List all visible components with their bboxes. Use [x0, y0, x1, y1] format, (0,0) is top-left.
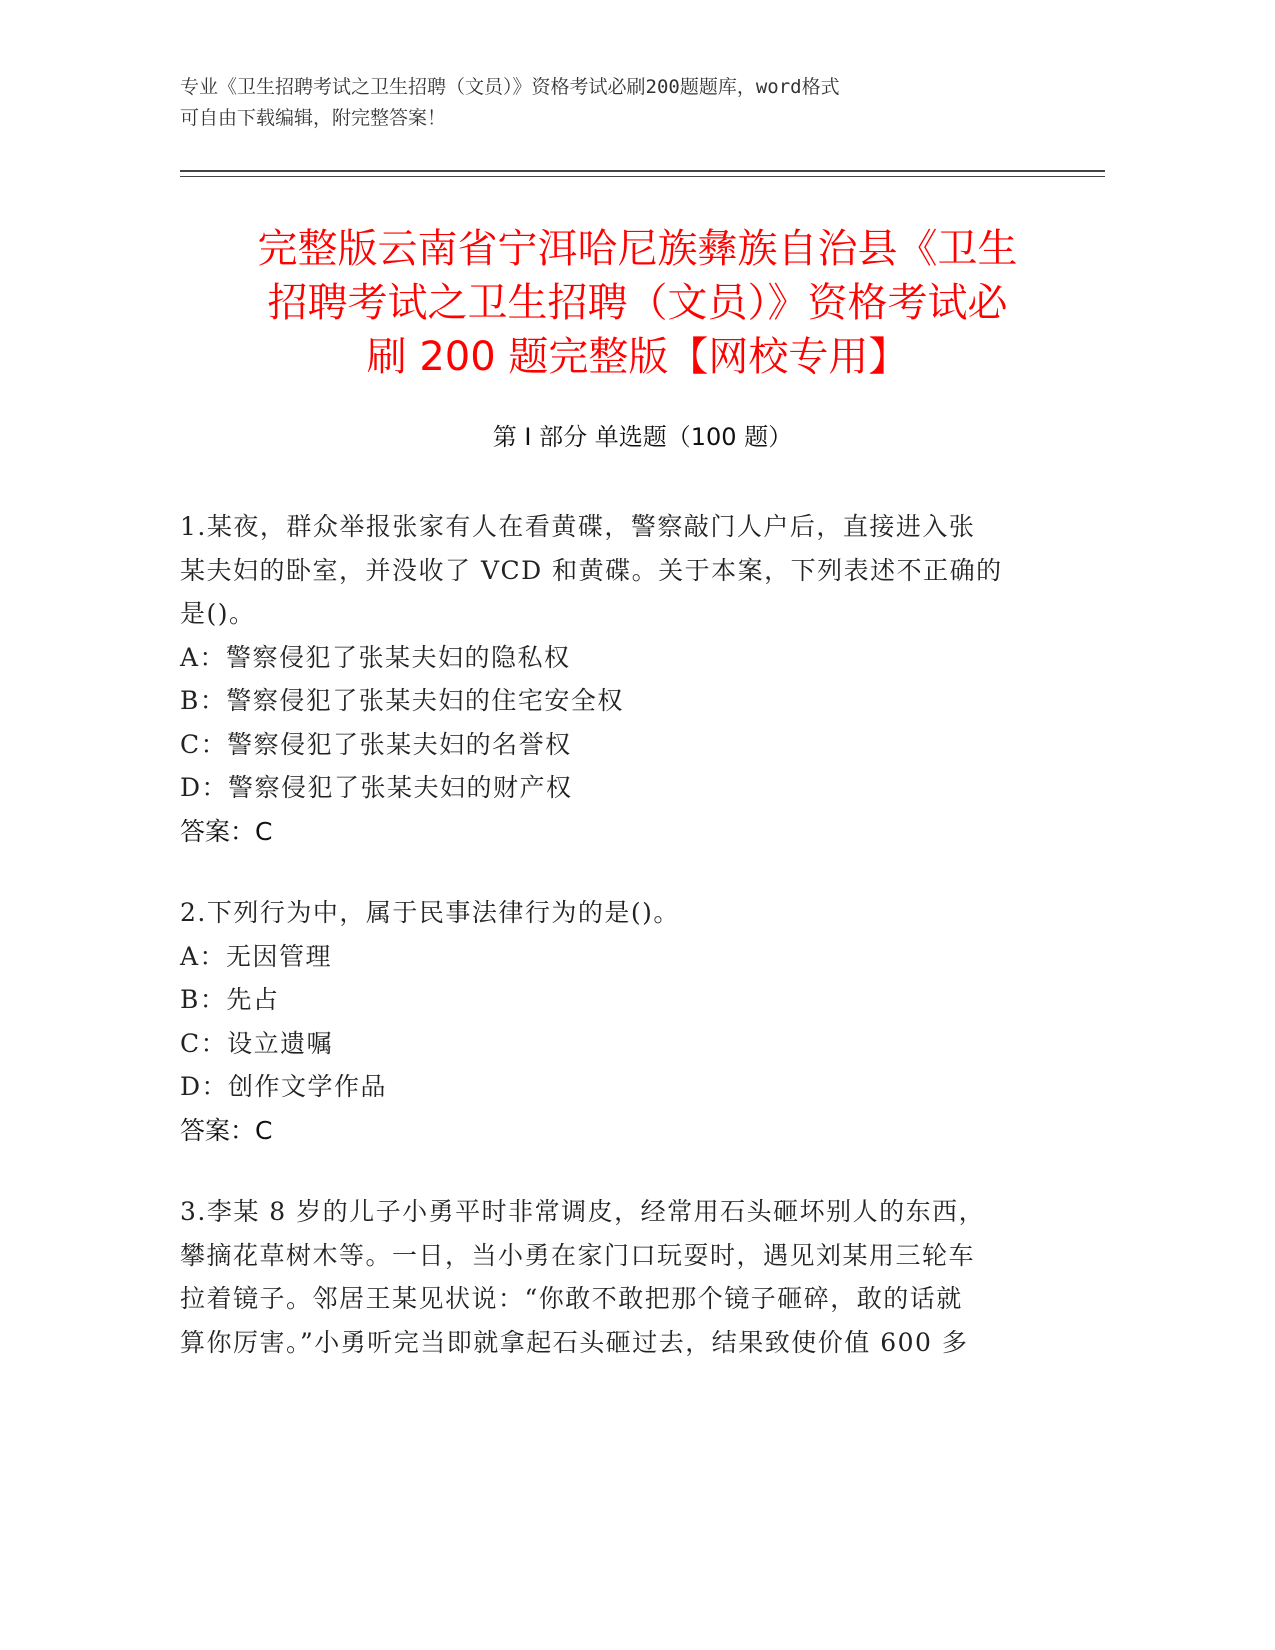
header-note-line-2: 可自由下载编辑，附完整答案！ — [180, 107, 447, 129]
question-list — [180, 505, 1020, 1402]
document-title-line-2: 招聘考试之卫生招聘（文员）》资格考试必 — [267, 280, 1008, 326]
question-stem-line: 1.某夜，群众举报张家有人在看黄碟，警察敲门人户后，直接进入张 — [180, 512, 976, 541]
question-stem-line: 攀摘花草树木等。一日，当小勇在家门口玩耍时，遇见刘某用三轮车 — [180, 1240, 976, 1270]
header-note — [180, 72, 1020, 134]
question-stem-line: 是()。 — [180, 599, 256, 628]
header-divider-thin — [180, 176, 1105, 177]
question-item — [180, 505, 1020, 853]
option-d: D：创作文学作品 — [180, 1072, 388, 1101]
option-d: D：警察侵犯了张某夫妇的财产权 — [180, 773, 573, 802]
option-a: A：警察侵犯了张某夫妇的隐私权 — [180, 642, 571, 672]
question-stem-line: 拉着镜子。邻居王某见状说：“你敢不敢把那个镜子砸碎，敢的话就 — [180, 1284, 963, 1313]
answer-line: 答案：C — [180, 1115, 273, 1145]
question-stem-line: 某夫妇的卧室，并没收了 VCD 和黄碟。关于本案，下列表述不正确的 — [180, 555, 1003, 585]
document-title-line-3: 刷 200 题完整版【网校专用】 — [366, 334, 909, 380]
option-c: C：设立遗嘱 — [180, 1028, 334, 1058]
question-stem-line: 3.李某 8 岁的儿子小勇平时非常调皮，经常用石头砸坏别人的东西， — [180, 1197, 986, 1226]
document-title-line-1: 完整版云南省宁洱哈尼族彝族自治县《卫生 — [257, 226, 1018, 272]
question-stem-line: 算你厉害。”小勇听完当即就拿起石头砸过去，结果致使价值 600 多 — [180, 1327, 969, 1357]
question-stem-line: 2.下列行为中，属于民事法律行为的是()。 — [180, 898, 680, 927]
section-title: 第 I 部分 单选题（100 题） — [492, 423, 793, 451]
option-b: B：警察侵犯了张某夫妇的住宅安全权 — [180, 686, 624, 715]
option-a: A：无因管理 — [180, 941, 333, 971]
question-item — [180, 891, 1020, 1152]
header-note-line-1: 专业《卫生招聘考试之卫生招聘（文员）》资格考试必刷200题题库，word格式 — [180, 76, 840, 98]
document-title — [160, 222, 1115, 384]
option-c: C：警察侵犯了张某夫妇的名誉权 — [180, 729, 572, 759]
option-b: B：先占 — [180, 985, 280, 1014]
answer-line: 答案：C — [180, 816, 273, 846]
question-item — [180, 1190, 1020, 1364]
header-divider-thick — [180, 170, 1105, 172]
